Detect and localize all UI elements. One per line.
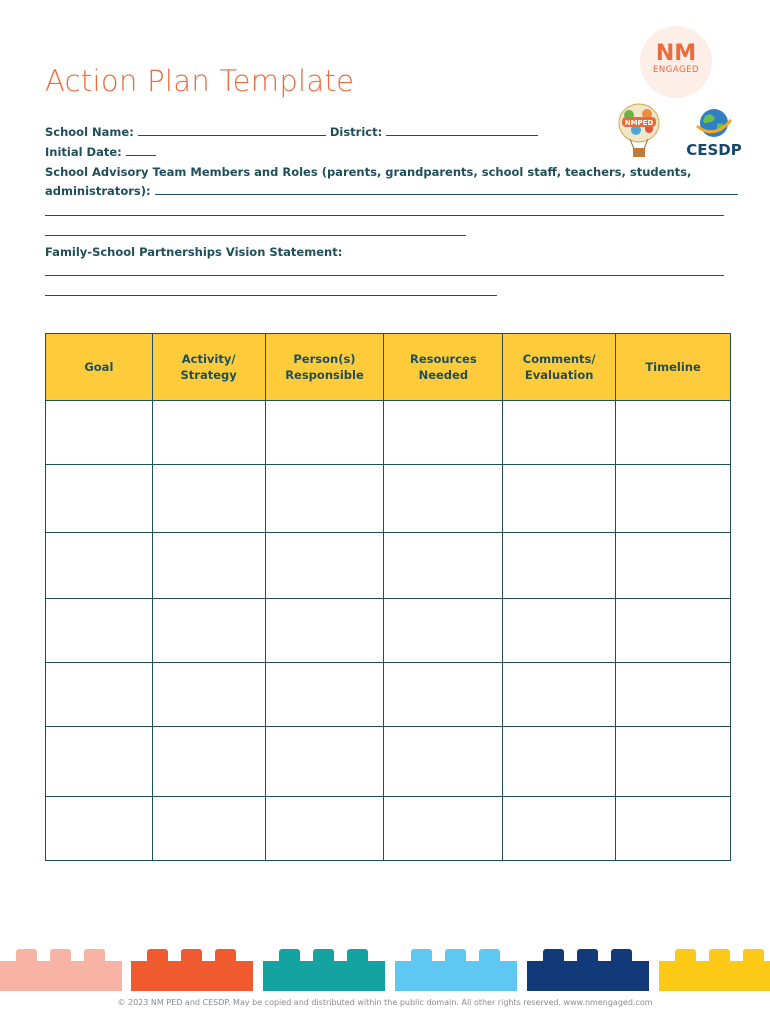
table-row — [46, 599, 731, 663]
header-needed-text: Needed — [418, 368, 469, 382]
table-cell[interactable] — [384, 663, 503, 727]
table-cell[interactable] — [265, 663, 384, 727]
table-cell[interactable] — [46, 599, 153, 663]
block-stud — [147, 949, 168, 963]
advisory-field-3[interactable] — [45, 235, 466, 236]
vision-field-1[interactable] — [45, 275, 724, 276]
district-field[interactable] — [386, 125, 538, 136]
block-stud — [181, 949, 202, 963]
initial-date-label: Initial Date: — [45, 145, 122, 159]
block-stud — [743, 949, 764, 963]
block-stud — [50, 949, 71, 963]
nmped-balloon-logo — [614, 103, 664, 159]
block-stud — [543, 949, 564, 963]
table-cell[interactable] — [384, 727, 503, 797]
block-stud — [84, 949, 105, 963]
advisory-field-2[interactable] — [45, 215, 724, 216]
table-row — [46, 797, 731, 861]
block-stud — [709, 949, 730, 963]
nm-logo-text: NM — [655, 41, 697, 66]
header-comments-text: Comments/ — [522, 352, 596, 366]
table-cell[interactable] — [152, 727, 265, 797]
header-timeline — [616, 334, 731, 401]
advisory-field-1[interactable] — [155, 184, 738, 195]
block-stud — [577, 949, 598, 963]
table-cell[interactable] — [384, 465, 503, 533]
header-goal-text: Goal — [84, 360, 114, 374]
decorative-block — [263, 961, 385, 991]
cesdp-logo-text: CESDP — [686, 141, 742, 159]
table-cell[interactable] — [152, 663, 265, 727]
table-cell[interactable] — [384, 533, 503, 599]
table-cell[interactable] — [265, 727, 384, 797]
advisory-label-2: administrators): — [45, 184, 151, 198]
header-strategy-text: Strategy — [180, 368, 237, 382]
block-stud — [279, 949, 300, 963]
block-stud — [16, 949, 37, 963]
table-cell[interactable] — [265, 797, 384, 861]
initial-date-field[interactable] — [126, 145, 156, 156]
block-stud — [215, 949, 236, 963]
school-district-line — [45, 125, 538, 139]
header-goal — [46, 334, 153, 401]
table-cell[interactable] — [503, 727, 616, 797]
table-row — [46, 727, 731, 797]
nm-logo-subtext: ENGAGED — [653, 65, 699, 75]
initial-date-line — [45, 145, 156, 159]
table-cell[interactable] — [503, 663, 616, 727]
table-cell[interactable] — [46, 797, 153, 861]
advisory-line-2 — [45, 184, 738, 198]
decorative-block — [395, 961, 517, 991]
table-row — [46, 401, 731, 465]
table-cell[interactable] — [265, 533, 384, 599]
table-row — [46, 663, 731, 727]
table-cell[interactable] — [616, 599, 731, 663]
block-stud — [611, 949, 632, 963]
table-cell[interactable] — [152, 599, 265, 663]
advisory-label-line-1: School Advisory Team Members and Roles (parents, grandparents, school staff, teachers, students, — [45, 165, 692, 179]
table-cell[interactable] — [616, 465, 731, 533]
table-cell[interactable] — [152, 401, 265, 465]
header-resources-needed — [384, 334, 503, 401]
table-row — [46, 533, 731, 599]
table-cell[interactable] — [503, 465, 616, 533]
school-name-label: School Name: — [45, 125, 134, 139]
table-cell[interactable] — [265, 599, 384, 663]
block-stud — [445, 949, 466, 963]
table-body — [46, 401, 731, 861]
cesdp-logo — [678, 106, 750, 162]
table-cell[interactable] — [616, 401, 731, 465]
district-label: District: — [329, 125, 383, 139]
block-stud — [479, 949, 500, 963]
header-persons-text: Person(s) — [293, 352, 356, 366]
header-persons-responsible — [265, 334, 384, 401]
table-cell[interactable] — [46, 533, 153, 599]
table-cell[interactable] — [616, 533, 731, 599]
table-cell[interactable] — [46, 465, 153, 533]
table-cell[interactable] — [46, 663, 153, 727]
table-header-row — [46, 334, 731, 401]
table-cell[interactable] — [503, 533, 616, 599]
table-cell[interactable] — [384, 797, 503, 861]
table-cell[interactable] — [152, 533, 265, 599]
header-activity-strategy — [152, 334, 265, 401]
vision-field-2[interactable] — [45, 295, 497, 296]
table-cell[interactable] — [503, 599, 616, 663]
table-cell[interactable] — [616, 663, 731, 727]
decorative-block — [0, 961, 122, 991]
table-cell[interactable] — [616, 797, 731, 861]
block-stud — [347, 949, 368, 963]
decorative-block — [131, 961, 253, 991]
page-title: Action Plan Template — [45, 64, 355, 98]
vision-label: Family-School Partnerships Vision Statement: — [45, 245, 343, 259]
block-stud — [411, 949, 432, 963]
table-row — [46, 465, 731, 533]
header-responsible-text: Responsible — [285, 368, 364, 382]
table-cell[interactable] — [616, 727, 731, 797]
header-timeline-text: Timeline — [645, 360, 701, 374]
decorative-block — [527, 961, 649, 991]
table-cell[interactable] — [46, 401, 153, 465]
decorative-block — [659, 961, 770, 991]
header-resources-text: Resources — [409, 352, 477, 366]
action-plan-table — [45, 333, 731, 861]
table-cell[interactable] — [46, 727, 153, 797]
nm-engaged-logo — [640, 26, 712, 98]
table-cell[interactable] — [503, 401, 616, 465]
table-cell[interactable] — [384, 401, 503, 465]
school-name-field[interactable] — [138, 125, 326, 136]
table-cell[interactable] — [503, 797, 616, 861]
block-stud — [313, 949, 334, 963]
block-stud — [675, 949, 696, 963]
header-evaluation-text: Evaluation — [524, 368, 594, 382]
table-cell[interactable] — [265, 401, 384, 465]
header-activity-text: Activity/ — [181, 352, 236, 366]
table-cell[interactable] — [152, 465, 265, 533]
balloon-logo-text: NMPED — [624, 119, 654, 127]
table-cell[interactable] — [384, 599, 503, 663]
footer-copyright: © 2023 NM PED and CESDP. May be copied and distributed within the public domain. All other rights reserved. www.nmengaged.com — [117, 998, 653, 1007]
header-comments-evaluation — [503, 334, 616, 401]
globe-icon — [695, 106, 733, 140]
table-cell[interactable] — [265, 465, 384, 533]
table-cell[interactable] — [152, 797, 265, 861]
